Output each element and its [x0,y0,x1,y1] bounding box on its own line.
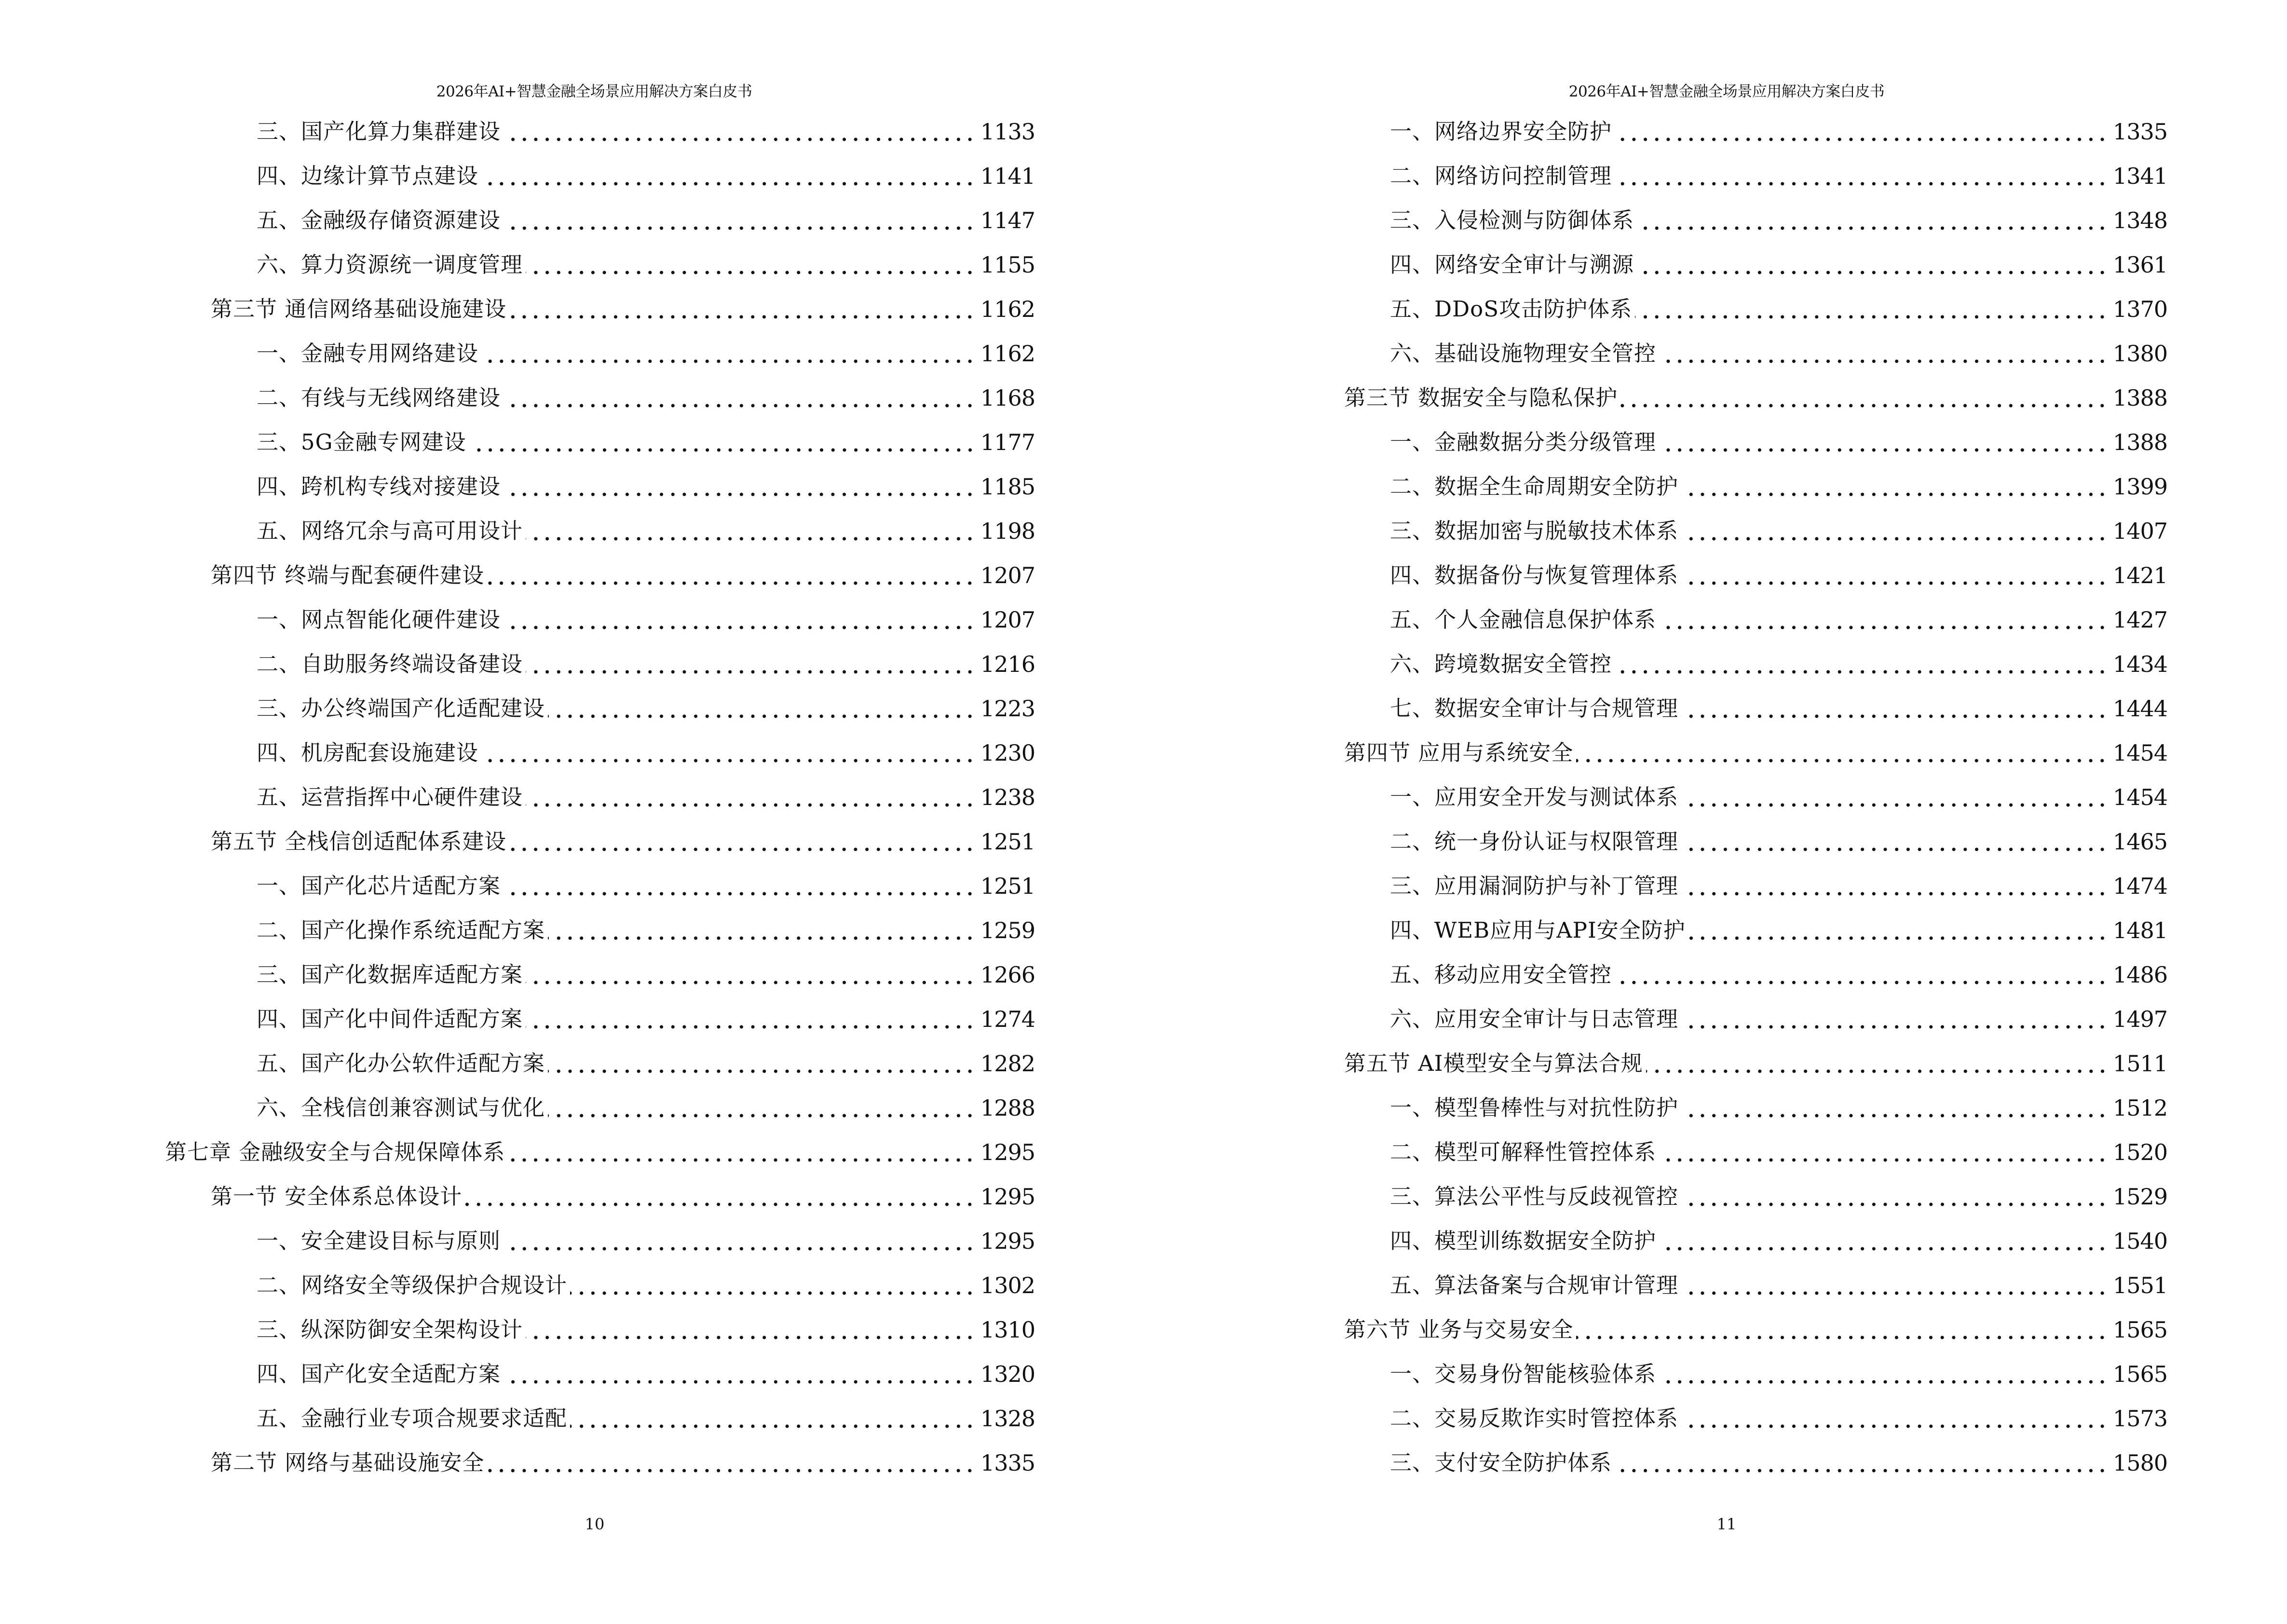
toc-entry-item[interactable] [1390,428,2167,457]
toc-entry-title: 三、纵深防御安全架构设计 [257,1317,523,1342]
toc-entry-item[interactable] [1390,1138,2167,1167]
toc-entry-section[interactable] [1344,738,2167,767]
dot-leader [526,250,976,279]
toc-entry-page-number: 1474 [2112,873,2167,899]
toc-entry-page-number: 1370 [2112,296,2167,322]
toc-entry-section[interactable] [211,827,1035,856]
toc-entry-item[interactable] [1390,1005,2167,1034]
toc-entry-title: 二、模型可解释性管控体系 [1390,1139,1657,1165]
toc-entry-item[interactable] [257,872,1035,901]
dot-leader [1637,250,2108,279]
toc-entry-title: 二、国产化操作系统适配方案 [257,917,545,943]
dot-leader [1681,783,2108,812]
toc-entry-page-number: 1216 [980,651,1035,677]
toc-entry-title: 五、个人金融信息保护体系 [1390,607,1657,632]
toc-entry-title: 六、算力资源统一调度管理 [257,252,523,277]
dot-leader [509,295,976,324]
toc-entry-item[interactable] [1390,561,2167,590]
dot-leader [1681,561,2108,590]
dot-leader [526,517,976,546]
toc-entry-section[interactable] [211,1448,1035,1477]
toc-entry-page-number: 1444 [2112,696,2167,722]
toc-entry-title: 第五节 AI模型安全与算法合规 [1344,1051,1643,1076]
toc-entry-title: 三、国产化数据库适配方案 [257,962,523,987]
toc-entry-item[interactable] [1390,827,2167,856]
toc-entry-page-number: 1288 [980,1095,1035,1121]
toc-entry-title: 四、国产化安全适配方案 [257,1361,501,1387]
toc-entry-item[interactable] [1390,1404,2167,1433]
dot-leader [1681,517,2108,546]
toc-entry-item[interactable] [257,1227,1035,1256]
dot-leader [481,738,976,767]
right-page [1144,0,2287,1624]
toc-entry-section[interactable] [1344,383,2167,412]
toc-entry-page-number: 1295 [980,1228,1035,1254]
toc-entry-title: 二、网络安全等级保护合规设计 [257,1272,568,1298]
toc-entry-page-number: 1380 [2112,341,2167,367]
toc-entry-item[interactable] [257,117,1035,146]
toc-entry-title: 四、数据备份与恢复管理体系 [1390,562,1679,588]
toc-entry-page-number: 1497 [2112,1006,2167,1032]
toc-entry-item[interactable] [1390,872,2167,901]
toc-entry-item[interactable] [1390,1182,2167,1211]
toc-entry-item[interactable] [1390,117,2167,146]
toc-entry-title: 三、入侵检测与防御体系 [1390,207,1634,233]
toc-entry-title: 五、移动应用安全管控 [1390,962,1612,987]
dot-leader [548,1049,976,1078]
page-number: 11 [1716,1515,1737,1533]
toc-entry-item[interactable] [1390,783,2167,812]
toc-entry-item[interactable] [257,250,1035,279]
toc-entry-item[interactable] [257,517,1035,546]
toc-entry-title: 第七章 金融级安全与合规保障体系 [165,1139,505,1165]
dot-leader [504,117,976,146]
toc-entry-title: 四、模型训练数据安全防护 [1390,1228,1657,1254]
toc-entry-title: 一、模型鲁棒性与对抗性防护 [1390,1095,1679,1120]
toc-entry-title: 一、国产化芯片适配方案 [257,873,501,899]
dot-leader [487,561,976,590]
toc-entry-item[interactable] [257,916,1035,945]
dot-leader [1688,916,2108,945]
toc-entry-item[interactable] [257,162,1035,191]
toc-entry-section[interactable] [1344,1049,2167,1078]
dot-leader [1576,1315,2108,1344]
toc-entry-page-number: 1266 [980,962,1035,988]
toc-entry-page-number: 1427 [2112,607,2167,633]
toc-entry-title: 第二节 网络与基础设施安全 [211,1450,485,1475]
toc-entry-title: 二、自助服务终端设备建设 [257,651,523,677]
toc-entry-item[interactable] [1390,1448,2167,1477]
toc-entry-page-number: 1251 [980,873,1035,899]
toc-entry-title: 第四节 应用与系统安全 [1344,740,1574,765]
dot-leader [504,1360,976,1389]
toc-entry-section[interactable] [1344,1315,2167,1344]
toc-entry-title: 一、网络边界安全防护 [1390,119,1612,144]
dot-leader [1681,872,2108,901]
dot-leader [1681,694,2108,723]
toc-entry-page-number: 1177 [980,429,1035,455]
toc-entry-item[interactable] [257,783,1035,812]
toc-entry-page-number: 1421 [2112,562,2167,588]
toc-entry-item[interactable] [1390,605,2167,634]
toc-entry-page-number: 1230 [980,740,1035,766]
toc-entry-page-number: 1141 [980,163,1035,189]
toc-entry-title: 五、金融行业专项合规要求适配 [257,1406,568,1431]
dot-leader [504,472,976,501]
toc-entry-title: 一、金融数据分类分级管理 [1390,429,1657,455]
toc-entry-title: 二、交易反欺诈实时管控体系 [1390,1406,1679,1431]
toc-entry-page-number: 1162 [980,296,1035,322]
toc-entry-item[interactable] [1390,517,2167,546]
toc-entry-item[interactable] [1390,472,2167,501]
toc-entry-page-number: 1302 [980,1272,1035,1298]
toc-entry-item[interactable] [257,472,1035,501]
toc-entry-page-number: 1223 [980,696,1035,722]
toc-entry-page-number: 1348 [2112,207,2167,233]
toc-entry-title: 二、数据全生命周期安全防护 [1390,474,1679,499]
toc-entry-page-number: 1486 [2112,962,2167,988]
toc-entry-title: 第三节 通信网络基础设施建设 [211,296,507,322]
dot-leader [1615,1448,2108,1477]
running-header: 2026年AI+智慧金融全场景应用解决方案白皮书 [436,83,752,100]
toc-entry-section[interactable] [211,295,1035,324]
toc-entry-page-number: 1565 [2112,1317,2167,1343]
toc-entry-page-number: 1388 [2112,385,2167,411]
dot-leader [548,694,976,723]
toc-entry-page-number: 1155 [980,252,1035,278]
dot-leader [1576,738,2108,767]
toc-entry-page-number: 1434 [2112,651,2167,677]
toc-entry-title: 一、网点智能化硬件建设 [257,607,501,632]
dot-leader [465,1182,976,1211]
toc-entry-page-number: 1511 [2112,1051,2167,1077]
dot-leader [1681,1271,2108,1300]
toc-entry-page-number: 1162 [980,341,1035,367]
toc-entry-page-number: 1274 [980,1006,1035,1032]
toc-entry-title: 四、跨机构专线对接建设 [257,474,501,499]
toc-entry-page-number: 1407 [2112,518,2167,544]
toc-entry-page-number: 1580 [2112,1450,2167,1476]
toc-entry-page-number: 1238 [980,784,1035,810]
dot-leader [1615,650,2108,679]
toc-entry-title: 四、边缘计算节点建设 [257,163,479,189]
toc-entry-page-number: 1295 [980,1184,1035,1210]
toc-entry-item[interactable] [257,339,1035,368]
toc-entry-section[interactable] [211,1182,1035,1211]
toc-entry-title: 第三节 数据安全与隐私保护 [1344,385,1618,410]
toc-entry-page-number: 1481 [2112,917,2167,943]
toc-entry-title: 三、国产化算力集群建设 [257,119,501,144]
dot-leader [526,783,976,812]
toc-entry-page-number: 1454 [2112,784,2167,810]
toc-entry-page-number: 1295 [980,1139,1035,1165]
dot-leader [1620,383,2108,412]
dot-leader [526,960,976,989]
toc-entry-page-number: 1551 [2112,1272,2167,1298]
dot-leader [504,206,976,235]
toc-entry-page-number: 1573 [2112,1406,2167,1432]
dot-leader [487,1448,976,1477]
toc-entry-title: 三、数据加密与脱敏技术体系 [1390,518,1679,544]
toc-entry-title: 二、有线与无线网络建设 [257,385,501,410]
toc-entry-page-number: 1259 [980,917,1035,943]
toc-entry-title: 六、应用安全审计与日志管理 [1390,1006,1679,1032]
toc-entry-title: 第六节 业务与交易安全 [1344,1317,1574,1342]
dot-leader [1637,206,2108,235]
dot-leader [1659,1360,2108,1389]
dot-leader [570,1404,976,1433]
toc-entry-item[interactable] [1390,339,2167,368]
dot-leader [1681,472,2108,501]
toc-entry-page-number: 1207 [980,562,1035,588]
toc-entry-title: 三、应用漏洞防护与补丁管理 [1390,873,1679,899]
toc-entry-page-number: 1133 [980,119,1035,145]
dot-leader [504,383,976,412]
toc-entry-item[interactable] [257,738,1035,767]
toc-entry-item[interactable] [257,960,1035,989]
toc-entry-page-number: 1454 [2112,740,2167,766]
toc-entry-item[interactable] [257,1271,1035,1300]
dot-leader [1646,1049,2108,1078]
toc-entry-page-number: 1361 [2112,252,2167,278]
toc-entry-title: 五、DDoS攻击防护体系 [1390,296,1633,322]
toc-entry-title: 一、交易身份智能核验体系 [1390,1361,1657,1387]
dot-leader [1659,1227,2108,1256]
dot-leader [504,872,976,901]
toc-entry-title: 第一节 安全体系总体设计 [211,1184,463,1209]
dot-leader [548,1093,976,1122]
toc-entry-title: 四、机房配套设施建设 [257,740,479,765]
toc-entry-page-number: 1310 [980,1317,1035,1343]
toc-entry-title: 五、算法备案与合规审计管理 [1390,1272,1679,1298]
toc-entry-page-number: 1512 [2112,1095,2167,1121]
dot-leader [481,162,976,191]
dot-leader [481,339,976,368]
toc-entry-page-number: 1282 [980,1051,1035,1077]
table-of-contents [1144,0,2287,1624]
toc-entry-title: 一、应用安全开发与测试体系 [1390,784,1679,810]
toc-entry-item[interactable] [1390,1360,2167,1389]
toc-entry-title: 七、数据安全审计与合规管理 [1390,696,1679,721]
toc-entry-item[interactable] [257,694,1035,723]
toc-entry-title: 三、支付安全防护体系 [1390,1450,1612,1475]
dot-leader [570,1271,976,1300]
dot-leader [526,1005,976,1034]
toc-entry-title: 三、算法公平性与反歧视管控 [1390,1184,1679,1209]
dot-leader [1615,960,2108,989]
toc-entry-page-number: 1328 [980,1406,1035,1432]
toc-entry-title: 六、全栈信创兼容测试与优化 [257,1095,545,1120]
dot-leader [1681,1005,2108,1034]
page-number: 10 [585,1515,605,1533]
toc-entry-item[interactable] [257,1404,1035,1433]
toc-entry-title: 三、办公终端国产化适配建设 [257,696,545,721]
dot-leader [1615,162,2108,191]
toc-entry-page-number: 1147 [980,207,1035,233]
dot-leader [469,428,976,457]
toc-entry-item[interactable] [257,605,1035,634]
toc-entry-item[interactable] [257,428,1035,457]
toc-entry-page-number: 1320 [980,1361,1035,1387]
toc-entry-title: 第四节 终端与配套硬件建设 [211,562,485,588]
dot-leader [1659,339,2108,368]
toc-entry-title: 第五节 全栈信创适配体系建设 [211,829,507,854]
toc-entry-title: 五、国产化办公软件适配方案 [257,1051,545,1076]
dot-leader [1659,1138,2108,1167]
dot-leader [508,1138,976,1167]
dot-leader [1659,428,2108,457]
dot-leader [1681,827,2108,856]
toc-entry-item[interactable] [257,1315,1035,1344]
dot-leader [504,605,976,634]
dot-leader [1615,117,2108,146]
dot-leader [526,650,976,679]
toc-entry-page-number: 1185 [980,474,1035,500]
toc-entry-title: 五、运营指挥中心硬件建设 [257,784,523,810]
dot-leader [1659,605,2108,634]
toc-entry-page-number: 1520 [2112,1139,2167,1165]
toc-entry-page-number: 1207 [980,607,1035,633]
toc-entry-title: 五、网络冗余与高可用设计 [257,518,523,544]
toc-entry-item[interactable] [1390,1227,2167,1256]
toc-entry-item[interactable] [257,206,1035,235]
toc-entry-item[interactable] [257,1049,1035,1078]
toc-entry-page-number: 1168 [980,385,1035,411]
toc-entry-page-number: 1341 [2112,163,2167,189]
dot-leader [504,1227,976,1256]
toc-entry-title: 六、跨境数据安全管控 [1390,651,1612,677]
toc-entry-item[interactable] [1390,650,2167,679]
toc-entry-title: 一、金融专用网络建设 [257,341,479,366]
dot-leader [548,916,976,945]
toc-entry-page-number: 1335 [2112,119,2167,145]
toc-entry-page-number: 1399 [2112,474,2167,500]
toc-entry-title: 四、WEB应用与API安全防护 [1390,917,1686,943]
running-header: 2026年AI+智慧金融全场景应用解决方案白皮书 [1568,83,1885,100]
toc-entry-title: 五、金融级存储资源建设 [257,207,501,233]
toc-entry-page-number: 1388 [2112,429,2167,455]
toc-entry-title: 四、网络安全审计与溯源 [1390,252,1634,277]
dot-leader [526,1315,976,1344]
dot-leader [1635,295,2108,324]
dot-leader [1681,1404,2108,1433]
toc-entry-item[interactable] [257,1005,1035,1034]
toc-entry-page-number: 1251 [980,829,1035,855]
toc-entry-title: 六、基础设施物理安全管控 [1390,341,1657,366]
dot-leader [509,827,976,856]
toc-entry-item[interactable] [1390,1093,2167,1122]
toc-entry-item[interactable] [1390,295,2167,324]
toc-entry-page-number: 1465 [2112,829,2167,855]
toc-entry-item[interactable] [257,383,1035,412]
toc-entry-page-number: 1565 [2112,1361,2167,1387]
toc-entry-item[interactable] [1390,916,2167,945]
dot-leader [1681,1182,2108,1211]
toc-entry-item[interactable] [1390,162,2167,191]
toc-entry-page-number: 1198 [980,518,1035,544]
toc-entry-item[interactable] [257,650,1035,679]
toc-entry-title: 四、国产化中间件适配方案 [257,1006,523,1032]
toc-entry-item[interactable] [1390,694,2167,723]
toc-entry-page-number: 1335 [980,1450,1035,1476]
toc-entry-title: 一、安全建设目标与原则 [257,1228,501,1254]
toc-entry-chapter[interactable] [165,1138,1035,1167]
toc-entry-section[interactable] [211,561,1035,590]
toc-entry-item[interactable] [257,1360,1035,1389]
toc-entry-title: 二、统一身份认证与权限管理 [1390,829,1679,854]
dot-leader [1681,1093,2108,1122]
toc-entry-item[interactable] [1390,206,2167,235]
toc-entry-page-number: 1529 [2112,1184,2167,1210]
toc-entry-page-number: 1540 [2112,1228,2167,1254]
toc-entry-item[interactable] [1390,1271,2167,1300]
toc-entry-item[interactable] [257,1093,1035,1122]
toc-entry-item[interactable] [1390,960,2167,989]
toc-entry-item[interactable] [1390,250,2167,279]
toc-entry-title: 二、网络访问控制管理 [1390,163,1612,189]
toc-entry-title: 三、5G金融专网建设 [257,429,466,455]
